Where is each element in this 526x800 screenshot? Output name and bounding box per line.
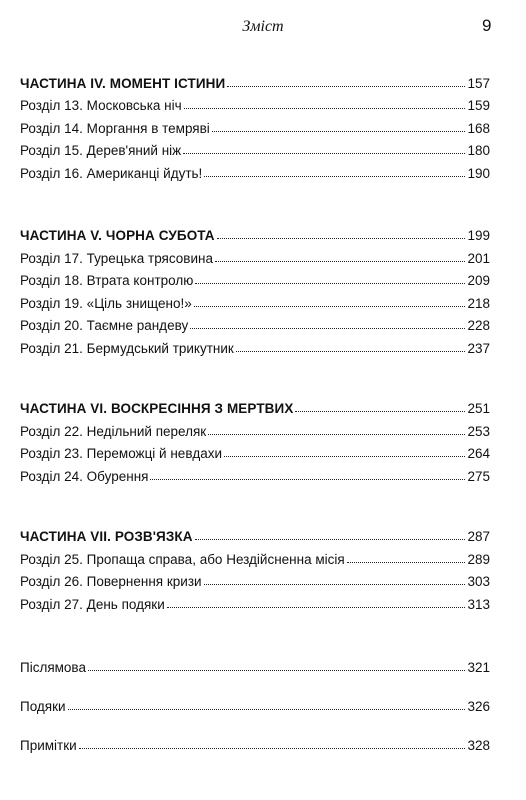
- back-matter-entry: [20, 636, 490, 675]
- chapter-page: 237: [467, 340, 490, 356]
- back-matter-entry: [20, 714, 490, 753]
- chapter-entry: [20, 544, 490, 567]
- dot-leader: [183, 153, 465, 154]
- part-section: [20, 221, 490, 356]
- chapter-title: Розділ 21. Бермудський трикутник: [20, 340, 234, 356]
- dot-leader: [215, 261, 466, 262]
- table-of-contents: [20, 68, 490, 753]
- dot-leader: [217, 238, 466, 239]
- chapter-page: 228: [467, 318, 490, 333]
- dot-leader: [184, 108, 466, 109]
- chapter-page: 159: [467, 98, 490, 113]
- part-heading: [20, 221, 490, 244]
- chapter-title: Розділ 18. Втрата контролю: [20, 273, 194, 288]
- part-page: 287: [467, 529, 490, 544]
- chapter-entry: [20, 416, 490, 439]
- chapter-title: Розділ 19. «Ціль знищено!»: [20, 295, 192, 311]
- chapter-page: 190: [467, 165, 490, 181]
- dot-leader: [227, 86, 465, 87]
- chapter-title: Розділ 20. Таємне рандеву: [20, 318, 189, 333]
- chapter-entry: [20, 158, 490, 181]
- part-title: ЧАСТИНА VI. ВОСКРЕСІННЯ З МЕРТВИХ: [20, 401, 294, 416]
- dot-leader: [167, 607, 466, 608]
- dot-leader: [195, 283, 465, 284]
- chapter-title: Розділ 25. Пропаща справа, або Нездійсненна місія: [20, 551, 345, 567]
- back-matter-page: 326: [467, 698, 490, 714]
- dot-leader: [295, 411, 465, 412]
- chapter-title: Розділ 27. День подяки: [20, 596, 165, 612]
- dot-leader: [208, 434, 465, 435]
- chapter-title: Розділ 23. Переможці й невдахи: [20, 446, 223, 461]
- part-title: ЧАСТИНА IV. МОМЕНТ ІСТИНИ: [20, 75, 226, 91]
- part-page: 199: [467, 228, 490, 243]
- chapter-entry: [20, 311, 490, 334]
- part-section: [20, 68, 490, 181]
- back-matter-title: Подяки: [20, 698, 66, 714]
- chapter-entry: [20, 91, 490, 114]
- dot-leader: [224, 456, 465, 457]
- part-heading: [20, 394, 490, 417]
- dot-leader: [194, 306, 466, 307]
- chapter-page: 253: [467, 423, 490, 439]
- chapter-title: Розділ 16. Американці йдуть!: [20, 165, 203, 181]
- part-title: ЧАСТИНА VII. РОЗВ'ЯЗКА: [20, 529, 193, 544]
- part-heading: [20, 68, 490, 91]
- back-matter-title: Примітки: [20, 737, 77, 753]
- back-matter-entry: [20, 675, 490, 714]
- part-heading: [20, 522, 490, 545]
- chapter-entry: [20, 333, 490, 356]
- chapter-entry: [20, 589, 490, 612]
- part-section: [20, 394, 490, 484]
- chapter-page: 289: [467, 551, 490, 567]
- dot-leader: [68, 709, 466, 710]
- back-matter-page: 328: [467, 737, 490, 753]
- chapter-entry: [20, 266, 490, 289]
- dot-leader: [204, 176, 465, 177]
- dot-leader: [79, 748, 466, 749]
- chapter-entry: [20, 288, 490, 311]
- part-page: 157: [467, 75, 490, 91]
- chapter-page: 218: [467, 295, 490, 311]
- chapter-title: Розділ 24. Обурення: [20, 468, 149, 484]
- dot-leader: [150, 479, 465, 480]
- dot-leader: [204, 584, 466, 585]
- part-section: [20, 522, 490, 612]
- chapter-page: 168: [467, 120, 490, 136]
- back-matter-page: 321: [467, 659, 490, 675]
- chapter-page: 313: [467, 596, 490, 612]
- running-header-title: Зміст: [242, 18, 284, 35]
- dot-leader: [347, 562, 466, 563]
- part-page: 251: [467, 401, 490, 416]
- chapter-title: Розділ 26. Повернення кризи: [20, 574, 202, 589]
- chapter-entry: [20, 136, 490, 159]
- chapter-entry: [20, 113, 490, 136]
- chapter-page: 264: [467, 446, 490, 461]
- chapter-page: 275: [467, 468, 490, 484]
- dot-leader: [88, 670, 466, 671]
- chapter-title: Розділ 15. Дерев'яний ніж: [20, 143, 182, 158]
- chapter-title: Розділ 22. Недільний переляк: [20, 423, 207, 439]
- chapter-entry: [20, 567, 490, 590]
- chapter-page: 180: [467, 143, 490, 158]
- chapter-title: Розділ 14. Моргання в темряві: [20, 120, 210, 136]
- back-matter-title: Післямова: [20, 659, 86, 675]
- chapter-page: 209: [467, 273, 490, 288]
- chapter-entry: [20, 243, 490, 266]
- page-number: 9: [482, 16, 492, 35]
- part-title: ЧАСТИНА V. ЧОРНА СУБОТА: [20, 228, 215, 243]
- back-matter: [20, 636, 490, 753]
- dot-leader: [195, 539, 466, 540]
- chapter-page: 201: [467, 250, 490, 266]
- chapter-entry: [20, 439, 490, 462]
- dot-leader: [190, 328, 465, 329]
- chapter-title: Розділ 13. Московська ніч: [20, 98, 182, 113]
- dot-leader: [236, 351, 466, 352]
- chapter-entry: [20, 461, 490, 484]
- chapter-page: 303: [467, 574, 490, 589]
- dot-leader: [212, 131, 466, 132]
- chapter-title: Розділ 17. Турецька трясовина: [20, 250, 213, 266]
